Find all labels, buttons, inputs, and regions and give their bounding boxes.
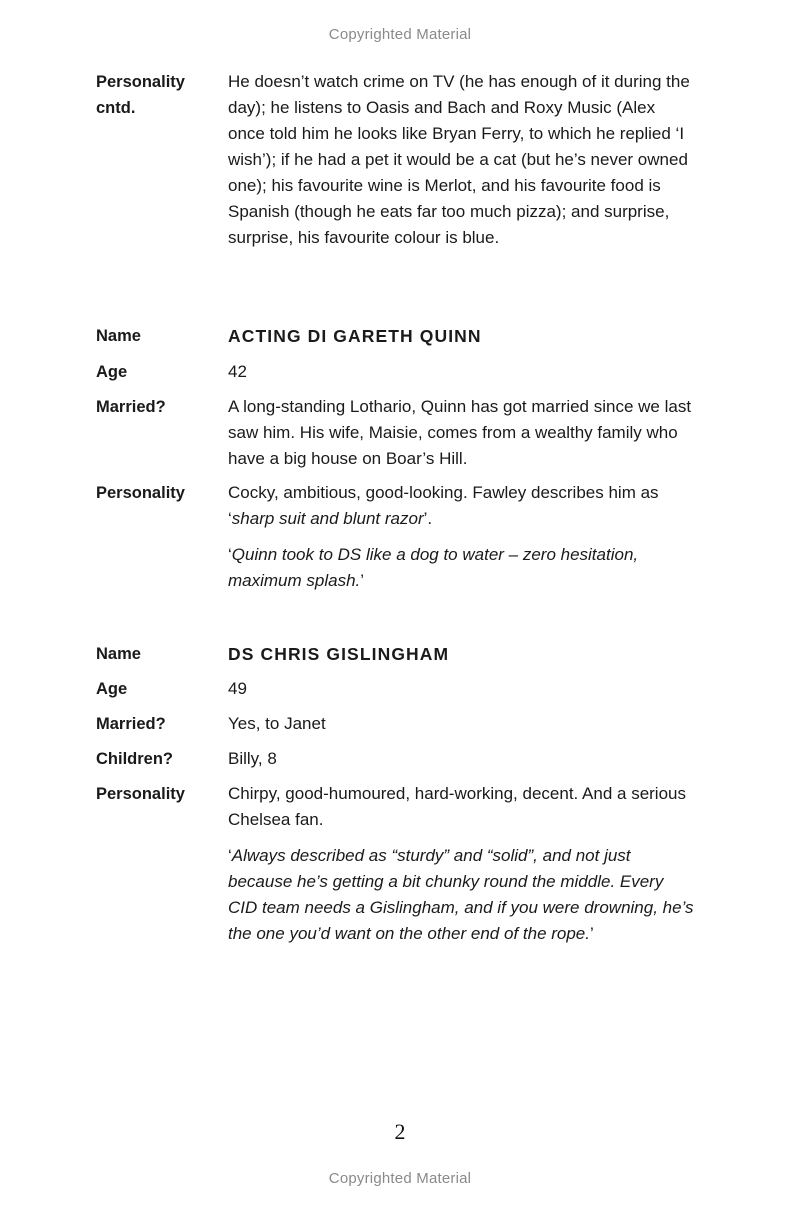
personality-continued-label-line2: cntd. xyxy=(96,99,136,117)
quinn-age-label: Age xyxy=(96,363,128,381)
gislingham-married-label: Married? xyxy=(96,715,166,733)
gislingham-children: Billy, 8 xyxy=(228,749,277,768)
gislingham-name-label: Name xyxy=(96,645,141,663)
quinn-personality-prefix: Cocky, ambitious, good-looking. Fawley describes him as ‘ xyxy=(228,483,659,528)
gislingham-quote-open: ‘ xyxy=(228,846,232,865)
quinn-personality-description xyxy=(228,480,696,532)
page-number: 2 xyxy=(394,1119,406,1144)
quinn-personality-italic: sharp suit and blunt razor xyxy=(231,509,424,528)
quinn-personality xyxy=(228,480,696,594)
gislingham-age-label: Age xyxy=(96,680,128,698)
gislingham-quote-close: ’ xyxy=(590,924,594,943)
personality-continued-label-line1: Personality xyxy=(96,73,185,91)
gislingham-married: Yes, to Janet xyxy=(228,714,326,733)
personality-continued-label xyxy=(96,69,221,121)
gislingham-quote xyxy=(228,843,696,947)
quinn-personality-suffix: ’. xyxy=(423,509,433,528)
quinn-personality-label: Personality xyxy=(96,484,185,502)
quinn-name: ACTING DI GARETH QUINN xyxy=(228,326,482,346)
quinn-married: A long-standing Lothario, Quinn has got married since we last saw him. His wife, Maisie, comes from a wealthy family who have a big house on Boar’s Hill. xyxy=(228,397,692,468)
gislingham-personality-description: Chirpy, good-humoured, hard-working, decent. And a serious Chelsea fan. xyxy=(228,784,686,829)
gislingham-name: DS CHRIS GISLINGHAM xyxy=(228,644,450,664)
quinn-name-label: Name xyxy=(96,327,141,345)
personality-continued-text: He doesn’t watch crime on TV (he has enough of it during the day); he listens to Oasis and Bach and Roxy Music (Alex once told him he looks like Bryan Ferry, to which he replied ‘I wish’); if he had a pet it would be a cat (but he’s never owned one); his favourite wine is Merlot, and his favourite food is Spanish (though he eats far too much pizza); and surprise, surprise, his favourite colour is blue. xyxy=(228,72,690,247)
copyright-watermark-top: Copyrighted Material xyxy=(328,26,472,43)
quinn-married-label: Married? xyxy=(96,398,166,416)
quinn-quote xyxy=(228,542,696,594)
gislingham-children-label: Children? xyxy=(96,750,173,768)
copyright-watermark-bottom: Copyrighted Material xyxy=(328,1170,472,1187)
gislingham-quote-text: Always described as “sturdy” and “solid”, and not just because he’s getting a bit chunky round the middle. Every CID team needs a Gislingham, and if you were drowning, he’s the one you’d want on the other end of the rope. xyxy=(228,846,694,943)
quinn-quote-open: ‘ xyxy=(228,545,232,564)
gislingham-age: 49 xyxy=(228,679,247,698)
quinn-quote-text: Quinn took to DS like a dog to water – zero hesitation, maximum splash. xyxy=(228,545,639,590)
gislingham-personality xyxy=(228,781,696,947)
quinn-quote-close: ’ xyxy=(360,571,365,590)
gislingham-personality-label: Personality xyxy=(96,785,185,803)
quinn-age: 42 xyxy=(228,362,247,381)
